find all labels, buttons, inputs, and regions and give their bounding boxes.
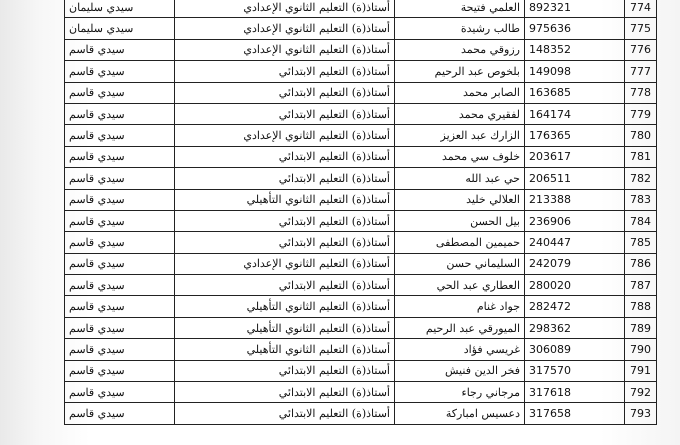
cell-full-name: حي عبد الله: [395, 168, 525, 189]
cell-grade: أستاذ(ة) التعليم الابتدائي: [175, 210, 395, 231]
table-row: [65, 82, 657, 103]
cell-row-number: 787: [625, 275, 657, 296]
cell-directorate: سيدي قاسم: [65, 296, 175, 317]
cell-personnel-code: 892321: [525, 0, 625, 18]
table-row: [65, 275, 657, 296]
cell-personnel-code: 317658: [525, 403, 625, 424]
cell-directorate: سيدي قاسم: [65, 125, 175, 146]
cell-grade: أستاذ(ة) التعليم الابتدائي: [175, 382, 395, 403]
table-row: [65, 253, 657, 274]
table-row: [65, 360, 657, 381]
cell-row-number: 781: [625, 146, 657, 167]
cell-full-name: جواد غنام: [395, 296, 525, 317]
cell-full-name: الميورقي عبد الرحيم: [395, 317, 525, 338]
cell-personnel-code: 203617: [525, 146, 625, 167]
cell-full-name: غريسي فؤاد: [395, 339, 525, 360]
cell-personnel-code: 242079: [525, 253, 625, 274]
cell-full-name: طالب رشيدة: [395, 18, 525, 39]
cell-grade: أستاذ(ة) التعليم الابتدائي: [175, 360, 395, 381]
cell-row-number: 780: [625, 125, 657, 146]
table-row: [65, 39, 657, 60]
cell-directorate: سيدي قاسم: [65, 146, 175, 167]
cell-row-number: 778: [625, 82, 657, 103]
cell-personnel-code: 206511: [525, 168, 625, 189]
cell-personnel-code: 236906: [525, 210, 625, 231]
cell-grade: أستاذ(ة) التعليم الثانوي الإعدادي: [175, 0, 395, 18]
cell-full-name: حميمين المصطفى: [395, 232, 525, 253]
cell-personnel-code: 317618: [525, 382, 625, 403]
table-row: [65, 339, 657, 360]
cell-personnel-code: 176365: [525, 125, 625, 146]
table-row: [65, 61, 657, 82]
cell-full-name: الزارك عبد العزيز: [395, 125, 525, 146]
cell-full-name: الصابر محمد: [395, 82, 525, 103]
cell-directorate: سيدي قاسم: [65, 232, 175, 253]
cell-directorate: سيدي قاسم: [65, 210, 175, 231]
cell-full-name: فخر الدين فنيش: [395, 360, 525, 381]
table-row: [65, 125, 657, 146]
cell-grade: أستاذ(ة) التعليم الثانوي الإعدادي: [175, 18, 395, 39]
cell-directorate: سيدي قاسم: [65, 61, 175, 82]
cell-full-name: بلخوص عبد الرحيم: [395, 61, 525, 82]
cell-full-name: العطاري عبد الحي: [395, 275, 525, 296]
cell-grade: أستاذ(ة) التعليم الابتدائي: [175, 146, 395, 167]
cell-grade: أستاذ(ة) التعليم الثانوي الإعدادي: [175, 125, 395, 146]
cell-personnel-code: 317570: [525, 360, 625, 381]
cell-directorate: سيدي قاسم: [65, 39, 175, 60]
cell-directorate: سيدي قاسم: [65, 82, 175, 103]
cell-directorate: سيدي قاسم: [65, 168, 175, 189]
cell-personnel-code: 298362: [525, 317, 625, 338]
cell-directorate: سيدي سليمان: [65, 0, 175, 18]
cell-row-number: 788: [625, 296, 657, 317]
table-row: [65, 296, 657, 317]
cell-full-name: دعسيس امباركة: [395, 403, 525, 424]
cell-directorate: سيدي قاسم: [65, 103, 175, 124]
cell-full-name: العلمي فتيحة: [395, 0, 525, 18]
cell-directorate: سيدي قاسم: [65, 189, 175, 210]
cell-row-number: 774: [625, 0, 657, 18]
cell-directorate: سيدي قاسم: [65, 253, 175, 274]
cell-grade: أستاذ(ة) التعليم الابتدائي: [175, 103, 395, 124]
table-row: [65, 317, 657, 338]
roster-table: [64, 0, 657, 425]
cell-personnel-code: 148352: [525, 39, 625, 60]
table-row: [65, 232, 657, 253]
cell-grade: أستاذ(ة) التعليم الابتدائي: [175, 61, 395, 82]
cell-grade: أستاذ(ة) التعليم الثانوي التأهيلي: [175, 296, 395, 317]
cell-row-number: 777: [625, 61, 657, 82]
cell-directorate: سيدي قاسم: [65, 382, 175, 403]
table-row: [65, 0, 657, 18]
table-row: [65, 403, 657, 424]
cell-grade: أستاذ(ة) التعليم الابتدائي: [175, 275, 395, 296]
table-row: [65, 18, 657, 39]
cell-full-name: مرجاني رجاء: [395, 382, 525, 403]
cell-grade: أستاذ(ة) التعليم الابتدائي: [175, 232, 395, 253]
cell-directorate: سيدي قاسم: [65, 339, 175, 360]
cell-full-name: لفقيري محمد: [395, 103, 525, 124]
cell-row-number: 779: [625, 103, 657, 124]
cell-row-number: 791: [625, 360, 657, 381]
cell-grade: أستاذ(ة) التعليم الابتدائي: [175, 82, 395, 103]
cell-personnel-code: 975636: [525, 18, 625, 39]
table-row: [65, 103, 657, 124]
cell-row-number: 792: [625, 382, 657, 403]
table-row: [65, 210, 657, 231]
cell-directorate: سيدي قاسم: [65, 360, 175, 381]
cell-personnel-code: 213388: [525, 189, 625, 210]
table-row: [65, 382, 657, 403]
cell-personnel-code: 282472: [525, 296, 625, 317]
cell-full-name: العلالي خليد: [395, 189, 525, 210]
cell-directorate: سيدي قاسم: [65, 403, 175, 424]
cell-row-number: 782: [625, 168, 657, 189]
table-row: [65, 168, 657, 189]
cell-full-name: رزوقي محمد: [395, 39, 525, 60]
cell-grade: أستاذ(ة) التعليم الثانوي الإعدادي: [175, 253, 395, 274]
cell-row-number: 793: [625, 403, 657, 424]
cell-full-name: بيل الحسن: [395, 210, 525, 231]
cell-grade: أستاذ(ة) التعليم الابتدائي: [175, 168, 395, 189]
cell-row-number: 785: [625, 232, 657, 253]
table-row: [65, 146, 657, 167]
cell-row-number: 790: [625, 339, 657, 360]
cell-directorate: سيدي قاسم: [65, 275, 175, 296]
cell-personnel-code: 280020: [525, 275, 625, 296]
cell-personnel-code: 306089: [525, 339, 625, 360]
cell-personnel-code: 149098: [525, 61, 625, 82]
cell-grade: أستاذ(ة) التعليم الثانوي الإعدادي: [175, 39, 395, 60]
cell-row-number: 776: [625, 39, 657, 60]
cell-personnel-code: 163685: [525, 82, 625, 103]
cell-directorate: سيدي سليمان: [65, 18, 175, 39]
cell-full-name: السليماني حسن: [395, 253, 525, 274]
roster-body: [65, 0, 657, 424]
cell-row-number: 789: [625, 317, 657, 338]
cell-row-number: 775: [625, 18, 657, 39]
cell-directorate: سيدي قاسم: [65, 317, 175, 338]
cell-grade: أستاذ(ة) التعليم الابتدائي: [175, 403, 395, 424]
cell-row-number: 786: [625, 253, 657, 274]
cell-row-number: 783: [625, 189, 657, 210]
cell-row-number: 784: [625, 210, 657, 231]
table-row: [65, 189, 657, 210]
cell-grade: أستاذ(ة) التعليم الثانوي التأهيلي: [175, 339, 395, 360]
cell-personnel-code: 164174: [525, 103, 625, 124]
cell-full-name: خلوف سي محمد: [395, 146, 525, 167]
cell-grade: أستاذ(ة) التعليم الثانوي التأهيلي: [175, 317, 395, 338]
cell-grade: أستاذ(ة) التعليم الثانوي التأهيلي: [175, 189, 395, 210]
cell-personnel-code: 240447: [525, 232, 625, 253]
